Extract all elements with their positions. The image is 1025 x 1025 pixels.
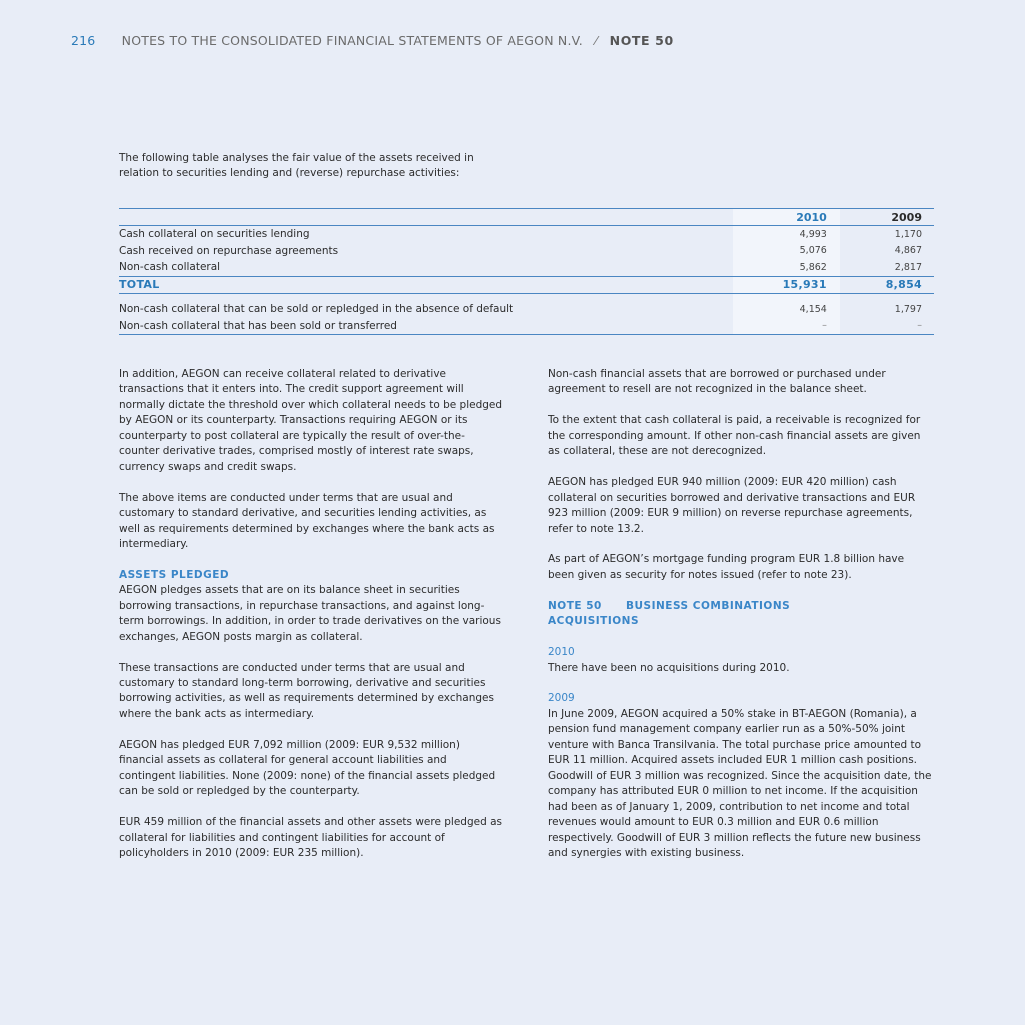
paragraph: In June 2009, AEGON acquired a 50% stake in BT-AEGON (Romania), a pension fund management company earlier run as a 50%-50% joint venture with Banca Transilvania. The total purchase price amounted to EUR 11 million. Acquired assets included EUR 1 million cash positions. Goodwill of EUR 3 million was recognized. Since the acquisition date, the company has attributed EUR 0 million to net income. If the acquisition had been as of January 1, 2009, contribution to net income and total revenues would amount to EUR 0.3 million and EUR 0.6 million respectively. Goodwill of EUR 3 million reflects the future new business and synergies with existing business.	[548, 707, 932, 859]
year-heading-2009: 2009	[548, 692, 575, 705]
row-value-2010: –	[733, 318, 840, 335]
header-title: NOTES TO THE CONSOLIDATED FINANCIAL STATEMENTS OF AEGON N.V.	[121, 33, 583, 48]
total-label: TOTAL	[119, 276, 733, 294]
note-heading	[548, 599, 933, 614]
table-row	[119, 243, 934, 260]
table-spacer	[119, 294, 934, 302]
total-row	[119, 276, 934, 294]
row-label: Cash received on repurchase agreements	[119, 244, 339, 257]
row-value-2010: 5,862	[733, 259, 840, 276]
assets-pledged-heading: ASSETS PLEDGED	[119, 568, 230, 581]
year-heading-2010: 2010	[548, 646, 575, 659]
collateral-table	[119, 208, 934, 335]
row-value-2010: 4,154	[733, 301, 840, 318]
table-row	[119, 259, 934, 276]
header-2009: 2009	[840, 209, 934, 226]
row-value-2009: 4,867	[894, 245, 922, 257]
table-intro: The following table analyses the fair value of the assets received in relation to securities lending and (reverse) repurchase activities:	[119, 152, 474, 180]
paragraph: Non-cash financial assets that are borrowed or purchased under agreement to resell are not recognized in the balance sheet.	[548, 368, 886, 396]
row-value-2009: 1,170	[894, 228, 922, 240]
paragraph: As part of AEGON’s mortgage funding program EUR 1.8 billion have been given as security for notes issued (refer to note 23).	[548, 553, 905, 581]
table-header-row	[119, 209, 934, 226]
acquisitions-heading: ACQUISITIONS	[548, 615, 640, 628]
paragraph: These transactions are conducted under terms that are usual and customary to standard long-term borrowing, derivative and securities borrowing activities, as well as requirements determined by exchanges where the bank acts as intermediary.	[119, 661, 494, 720]
row-label: Non-cash collateral	[119, 261, 221, 274]
row-value-2009: 2,817	[894, 261, 922, 273]
row-value-2009: –	[840, 318, 934, 335]
row-label: Non-cash collateral that has been sold or transferred	[119, 318, 733, 335]
row-value-2010: 4,993	[733, 226, 840, 243]
header-2010: 2010	[733, 209, 840, 226]
header-note: NOTE 50	[609, 33, 674, 48]
row-value-2010: 5,076	[733, 243, 840, 260]
row-label: Non-cash collateral that can be sold or repledged in the absence of default	[119, 303, 514, 316]
row-value-2009: 1,797	[894, 303, 922, 315]
row-label: Cash collateral on securities lending	[119, 228, 310, 241]
paragraph: The above items are conducted under terms that are usual and customary to standard derivative, and securities lending activities, as well as requirements determined by exchanges where the bank acts as intermediary.	[119, 491, 495, 550]
total-2009: 8,854	[840, 276, 934, 294]
note-title: BUSINESS COMBINATIONS	[626, 599, 791, 612]
table-row	[119, 301, 934, 318]
paragraph: There have been no acquisitions during 2010.	[548, 661, 790, 674]
right-column	[548, 367, 933, 877]
header-separator: ⁄	[595, 33, 598, 48]
paragraph: AEGON pledges assets that are on its balance sheet in securities borrowing transactions, in repurchase transactions, and against long-term borrowings. In addition, in order to trade derivatives on the various exchanges, AEGON posts margin as collateral.	[119, 584, 501, 643]
left-column	[119, 367, 504, 877]
page-number: 216	[71, 33, 96, 48]
paragraph: EUR 459 million of the financial assets and other assets were pledged as collateral for liabilities and contingent liabilities for account of policyholders in 2010 (2009: EUR 235 million).	[119, 816, 503, 859]
total-2010: 15,931	[733, 276, 840, 294]
page-header	[71, 33, 674, 48]
paragraph: In addition, AEGON can receive collateral related to derivative transactions that it enters into. The credit support agreement will normally dictate the threshold over which collateral needs to be pledged by AEGON or its counterparty. Transactions requiring AEGON or its counterparty to post collateral are typically the result of over-the-counter derivative trades, comprised mostly of interest rate swaps, currency swaps and credit swaps.	[119, 368, 503, 473]
table-row	[119, 226, 934, 243]
table-row	[119, 318, 934, 335]
paragraph: AEGON has pledged EUR 940 million (2009: EUR 420 million) cash collateral on securities borrowed and derivative transactions and EUR 923 million (2009: EUR 9 million) on reverse repurchase agreements, refer to note 13.2.	[548, 476, 916, 535]
header-label-cell	[119, 209, 733, 226]
paragraph: To the extent that cash collateral is paid, a receivable is recognized for the corresponding amount. If other non-cash financial assets are given as collateral, these are not derecognized.	[548, 414, 921, 458]
paragraph: AEGON has pledged EUR 7,092 million (2009: EUR 9,532 million) financial assets as collateral for general account liabilities and contingent liabilities. None (2009: none) of the financial assets pledged can be sold or repledged by the counterparty.	[119, 738, 496, 798]
note-number: NOTE 50	[548, 599, 602, 612]
